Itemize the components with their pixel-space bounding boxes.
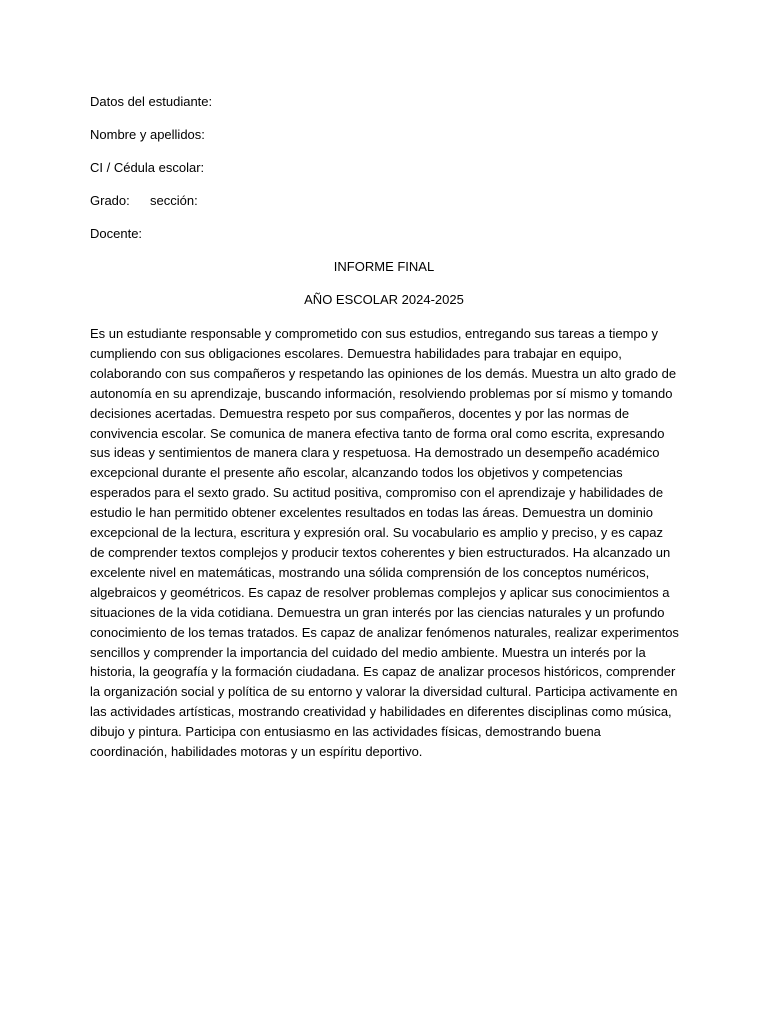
section-label: sección: xyxy=(150,193,198,208)
name-label: Nombre y apellidos: xyxy=(90,127,205,142)
report-body: Es un estudiante responsable y comprometido con sus estudios, entregando sus tareas a tiempo y cumpliendo con sus obligaciones escolares. Demuestra habilidades para trabajar en equipo, colaborando con sus compañeros y respetando las opiniones de los demás. Muestra un alto grado de autonomía en su aprendizaje, buscando información, resolviendo problemas por sí mismo y tomando decisiones acertadas. Demuestra respeto por sus compañeros, docentes y por las normas de convivencia escolar. Se comunica de manera efectiva tanto de forma oral como escrita, expresando sus ideas y sentimientos de manera clara y respetuosa. Ha demostrado un desempeño académico excepcional durante el presente año escolar, alcanzando todos los objetivos y competencias esperados para el sexto grado. Su actitud positiva, compromiso con el aprendizaje y habilidades de estudio le han permitido obtener excelentes resultados en todas las áreas. Demuestra un dominio excepcional de la lectura, escritura y expresión oral. Su vocabulario es amplio y preciso, y es capaz de comprender textos complejos y producir textos coherentes y bien estructurados. Ha alcanzado un excelente nivel en matemáticas, mostrando una sólida comprensión de los conceptos numéricos, algebraicos y geométricos. Es capaz de resolver problemas complejos y aplicar sus conocimientos a situaciones de la vida cotidiana. Demuestra un gran interés por las ciencias naturales y un profundo conocimiento de los temas tratados. Es capaz de analizar fenómenos naturales, realizar experimentos sencillos y comprender la importancia del cuidado del medio ambiente. Muestra un interés por la historia, la geografía y la formación ciudadana. Es capaz de analizar procesos históricos, comprender la organización social y política de su entorno y valorar la diversidad cultural. Participa activamente en las actividades artísticas, mostrando creatividad y habilidades en diferentes disciplinas como música, dibujo y pintura. Participa con entusiasmo en las actividades físicas, demostrando buena coordinación, habilidades motoras y un espíritu deportivo. xyxy=(90,326,679,760)
student-data-title: Datos del estudiante: xyxy=(90,94,213,109)
school-year: AÑO ESCOLAR 2024-2025 xyxy=(304,292,464,307)
id-label: CI / Cédula escolar: xyxy=(90,160,205,175)
grade-label: Grado: xyxy=(90,193,130,208)
grade-section-row xyxy=(90,193,198,209)
report-title: INFORME FINAL xyxy=(333,259,435,274)
teacher-label: Docente: xyxy=(90,226,143,241)
